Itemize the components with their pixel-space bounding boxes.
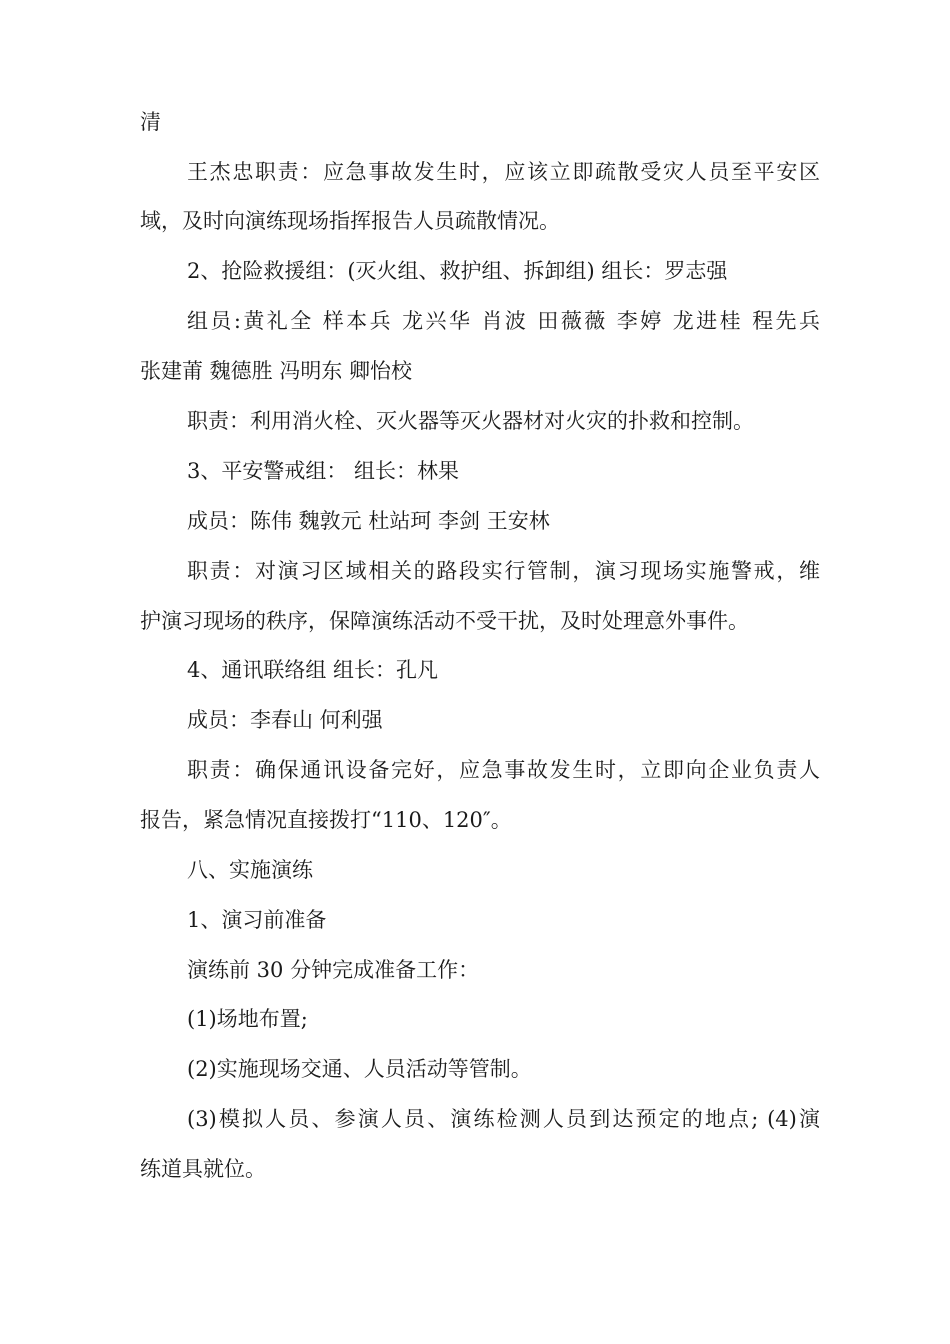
list-item: (2)实施现场交通、人员活动等管制。 (187, 1057, 532, 1081)
text-line: 练道具就位。 (140, 1157, 266, 1181)
text-line: 护演习现场的秩序，保障演练活动不受干扰，及时处理意外事件。 (140, 609, 749, 633)
text-line: 报告，紧急情况直接拨打“110、120″。 (140, 808, 512, 832)
list-item: (3)模拟人员、参演人员、演练检测人员到达预定的地点; (4)演 (187, 1107, 820, 1131)
text-line: 职责：利用消火栓、灭火器等灭火器材对火灾的扑救和控制。 (187, 409, 754, 433)
text-line: 职责：对演习区域相关的路段实行管制，演习现场实施警戒，维 (187, 559, 820, 583)
text-line: 成员：李春山 何利强 (187, 708, 383, 732)
text-line: 域，及时向演练现场指挥报告人员疏散情况。 (140, 209, 560, 233)
section-heading: 4、通讯联络组 组长：孔凡 (187, 658, 439, 682)
text-line: 张建莆 魏德胜 冯明东 卿怡校 (140, 359, 413, 383)
list-item: (1)场地布置; (187, 1007, 308, 1031)
section-heading: 3、平安警戒组： 组长：林果 (187, 459, 460, 483)
text-line: 组员:黄礼全 样本兵 龙兴华 肖波 田薇薇 李婷 龙进桂 程先兵 (187, 309, 820, 333)
section-heading: 1、演习前准备 (187, 908, 327, 932)
section-heading: 八、实施演练 (187, 858, 313, 882)
text-line: 成员：陈伟 魏敦元 杜站珂 李剑 王安林 (187, 509, 550, 533)
text-line: 职责：确保通讯设备完好，应急事故发生时，立即向企业负责人 (187, 758, 820, 782)
section-heading: 2、抢险救援组：(灭火组、救护组、拆卸组) 组长：罗志强 (187, 259, 728, 283)
text-line: 王杰忠职责：应急事故发生时，应该立即疏散受灾人员至平安区 (187, 160, 820, 184)
text-line: 清 (140, 110, 161, 134)
text-line: 演练前 30 分钟完成准备工作： (187, 958, 480, 982)
